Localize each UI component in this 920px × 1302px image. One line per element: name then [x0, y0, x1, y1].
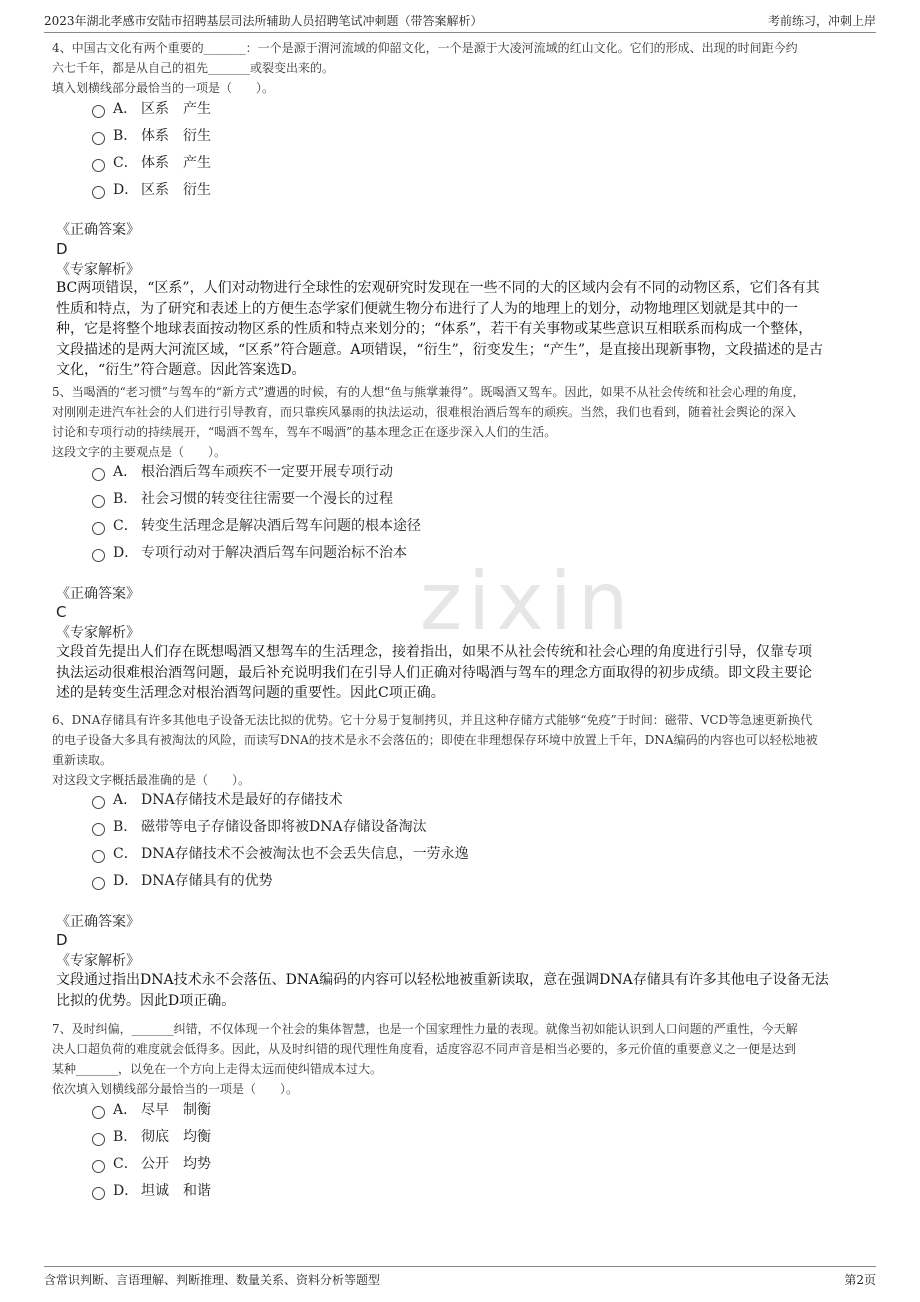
stem-line: 决人口超负荷的难度就会低得多。因此，从及时纠错的现代理性角度看，适度容忍不同声音是相当必要的，多元价值的重要意义之一便是达到 [52, 1042, 797, 1056]
footer-divider [44, 1266, 876, 1267]
option-b[interactable] [92, 817, 427, 837]
option-b[interactable] [92, 126, 211, 146]
option-d[interactable] [92, 543, 407, 563]
option-letter: A． [113, 464, 138, 480]
option-c[interactable] [92, 153, 211, 173]
analysis-line: 文段首先提出人们存在既想喝酒又想驾车的生活理念，接着指出，如果不从社会传统和社会心理的角度进行引导，仅靠专项 [56, 644, 812, 660]
option-text: 磁带等电子存储设备即将被DNA存储设备淘汰 [141, 819, 427, 835]
radio-icon[interactable] [92, 522, 105, 535]
option-letter: A． [113, 792, 138, 808]
analysis-line: 述的是转变生活理念对根治酒驾问题的重要性。因此C项正确。 [56, 685, 445, 701]
analysis-line: BC两项错误，“区系”，人们对动物进行全球性的宏观研究时发现在一些不同的大的区域内会有不同的动物区系，它们各有其 [56, 280, 820, 296]
radio-icon[interactable] [92, 132, 105, 145]
option-letter: B． [113, 128, 138, 144]
stem-line: 4、中国古文化有两个重要的_______：一个是源于渭河流域的仰韶文化，一个是源于大凌河流域的红山文化。它们的形成、出现的时间距今约 [52, 41, 798, 55]
question-stem [52, 710, 870, 790]
option-letter: A． [113, 1102, 138, 1118]
option-text: 社会习惯的转变往往需要一个漫长的过程 [141, 491, 393, 507]
radio-icon[interactable] [92, 823, 105, 836]
option-c[interactable] [92, 516, 421, 536]
option-b[interactable] [92, 1127, 211, 1147]
option-text: 专项行动对于解决酒后驾车问题治标不治本 [141, 545, 407, 561]
analysis-line: 性质和特点，为了研究和表述上的方便生态学家们便就生物分布进行了人为的地理上的划分，动物地理区划就是其中的一 [56, 300, 798, 317]
option-letter: D． [113, 182, 139, 198]
option-b[interactable] [92, 489, 393, 509]
analysis-text [56, 278, 862, 381]
option-a[interactable] [92, 99, 211, 119]
option-text: 根治酒后驾车顽疾不一定要开展专项行动 [141, 464, 393, 480]
stem-line: 填入划横线部分最恰当的一项是（ ）。 [52, 81, 275, 95]
question-stem [52, 38, 870, 98]
analysis-line: 执法运动很难根治酒驾问题，最后补充说明我们在引导人们正确对待喝酒与驾车的理念方面取得的初步成绩。即文段主要论 [56, 664, 812, 681]
stem-line: 依次填入划横线部分最恰当的一项是（ ）。 [52, 1082, 299, 1096]
radio-icon[interactable] [92, 159, 105, 172]
stem-line: 这段文字的主要观点是（ ）。 [52, 445, 227, 459]
option-text: 公开 均势 [141, 1156, 211, 1172]
analysis-line: 文段通过指出DNA技术永不会落伍、DNA编码的内容可以轻松地被重新读取，意在强调DNA存储具有许多其他电子设备无法 [56, 972, 829, 988]
question-stem [52, 382, 870, 462]
stem-line: 重新读取。 [52, 753, 113, 767]
option-letter: B． [113, 819, 138, 835]
stem-line: 7、及时纠偏，_______纠错，不仅体现一个社会的集体智慧，也是一个国家理性力量的表现。就像当初如能认识到人口问题的严重性，今天解 [52, 1022, 798, 1036]
stem-line: 某种_______，以免在一个方向上走得太远而使纠错成本过大。 [52, 1062, 383, 1076]
analysis-line: 种，它是将整个地球表面按动物区系的性质和特点来划分的；“体系”，若干有关事物或某些意识互相联系而构成一个整体， [56, 321, 813, 337]
radio-icon[interactable] [92, 468, 105, 481]
option-text: 尽早 制衡 [141, 1102, 211, 1118]
option-d[interactable] [92, 180, 211, 200]
option-letter: D． [113, 1183, 139, 1199]
radio-icon[interactable] [92, 1187, 105, 1200]
option-text: 体系 产生 [141, 155, 211, 171]
option-text: 转变生活理念是解决酒后驾车问题的根本途径 [141, 518, 421, 534]
option-text: 区系 产生 [141, 101, 211, 117]
page-number: 第2页 [844, 1273, 876, 1287]
stem-line: 对刚刚走进汽车社会的人们进行引导教育，而只靠疾风暴雨的执法运动，很难根治酒后驾车的顽疾。当然，我们也看到，随着社会舆论的深入 [52, 405, 797, 419]
option-letter: D． [113, 873, 139, 889]
option-letter: B． [113, 1129, 138, 1145]
radio-icon[interactable] [92, 495, 105, 508]
analysis-line: 比拟的优势。因此D项正确。 [56, 992, 236, 1009]
option-letter: B． [113, 491, 138, 507]
radio-icon[interactable] [92, 186, 105, 199]
stem-line: 讨论和专项行动的持续展开，“喝酒不驾车，驾车不喝酒”的基本理念正在逐步深入人们的生活。 [52, 425, 557, 439]
option-a[interactable] [92, 1100, 211, 1120]
option-a[interactable] [92, 462, 393, 482]
option-letter: C． [113, 846, 138, 862]
option-text: 区系 衍生 [141, 182, 211, 198]
option-text: DNA存储技术是最好的存储技术 [141, 792, 343, 808]
option-letter: A． [113, 101, 138, 117]
option-text: DNA存储技术不会被淘汰也不会丢失信息，一劳永逸 [141, 846, 469, 862]
option-d[interactable] [92, 871, 273, 891]
radio-icon[interactable] [92, 1133, 105, 1146]
stem-line: 对这段文字概括最准确的是（ ）。 [52, 773, 251, 787]
radio-icon[interactable] [92, 796, 105, 809]
stem-line: 六七千年，都是从自己的祖先_______或裂变出来的。 [52, 61, 335, 75]
answer-value: D [56, 931, 68, 949]
option-letter: D． [113, 545, 139, 561]
stem-line: 5、当喝酒的“老习惯”与驾车的“新方式”遭遇的时候，有的人想“鱼与熊掌兼得”。既喝酒又驾车。因此，如果不从社会传统和社会心理的角度， [52, 385, 805, 399]
radio-icon[interactable] [92, 549, 105, 562]
watermark: zixin [420, 555, 635, 648]
radio-icon[interactable] [92, 1106, 105, 1119]
answer-value: D [56, 240, 68, 258]
radio-icon[interactable] [92, 1160, 105, 1173]
option-text: 彻底 均衡 [141, 1129, 211, 1145]
stem-line: 的电子设备大多具有被淘汰的风险，而读写DNA的技术是永不会落伍的；即使在非理想保存环境中放置上千年，DNA编码的内容也可以轻松地被 [52, 733, 818, 747]
analysis-label: 《专家解析》 [56, 625, 140, 641]
answer-value: C [56, 603, 67, 621]
answer-label: 《正确答案》 [56, 914, 140, 930]
analysis-text [56, 642, 862, 704]
option-d[interactable] [92, 1181, 211, 1201]
question-stem [52, 1019, 870, 1099]
analysis-line: 文化，“衍生”符合题意。因此答案选D。 [56, 362, 306, 378]
option-a[interactable] [92, 790, 343, 810]
analysis-text [56, 970, 862, 1011]
option-c[interactable] [92, 844, 469, 864]
answer-label: 《正确答案》 [56, 222, 140, 238]
option-letter: C． [113, 155, 138, 171]
option-letter: C． [113, 518, 138, 534]
analysis-label: 《专家解析》 [56, 953, 140, 969]
footer-topics: 含常识判断、言语理解、判断推理、数量关系、资料分析等题型 [44, 1273, 381, 1287]
answer-label: 《正确答案》 [56, 586, 140, 602]
radio-icon[interactable] [92, 850, 105, 863]
header-divider [44, 32, 876, 33]
header-title: 2023年湖北孝感市安陆市招聘基层司法所辅助人员招聘笔试冲刺题（带答案解析） [44, 14, 483, 28]
option-text: 体系 衍生 [141, 128, 211, 144]
radio-icon[interactable] [92, 877, 105, 890]
analysis-label: 《专家解析》 [56, 262, 140, 278]
header-slogan: 考前练习，冲刺上岸 [767, 14, 876, 28]
radio-icon[interactable] [92, 105, 105, 118]
analysis-line: 文段描述的是两大河流区域，“区系”符合题意。A项错误，“衍生”，衍变发生；“产生”，是直接出现新事物，文段描述的是古 [56, 341, 824, 358]
option-letter: C． [113, 1156, 138, 1172]
option-text: 坦诚 和谐 [141, 1183, 211, 1199]
stem-line: 6、DNA存储具有许多其他电子设备无法比拟的优势。它十分易于复制拷贝，并且这种存储方式能够“免疫”于时间：磁带、VCD等急速更新换代 [52, 713, 813, 727]
option-text: DNA存储具有的优势 [141, 873, 273, 889]
option-c[interactable] [92, 1154, 211, 1174]
